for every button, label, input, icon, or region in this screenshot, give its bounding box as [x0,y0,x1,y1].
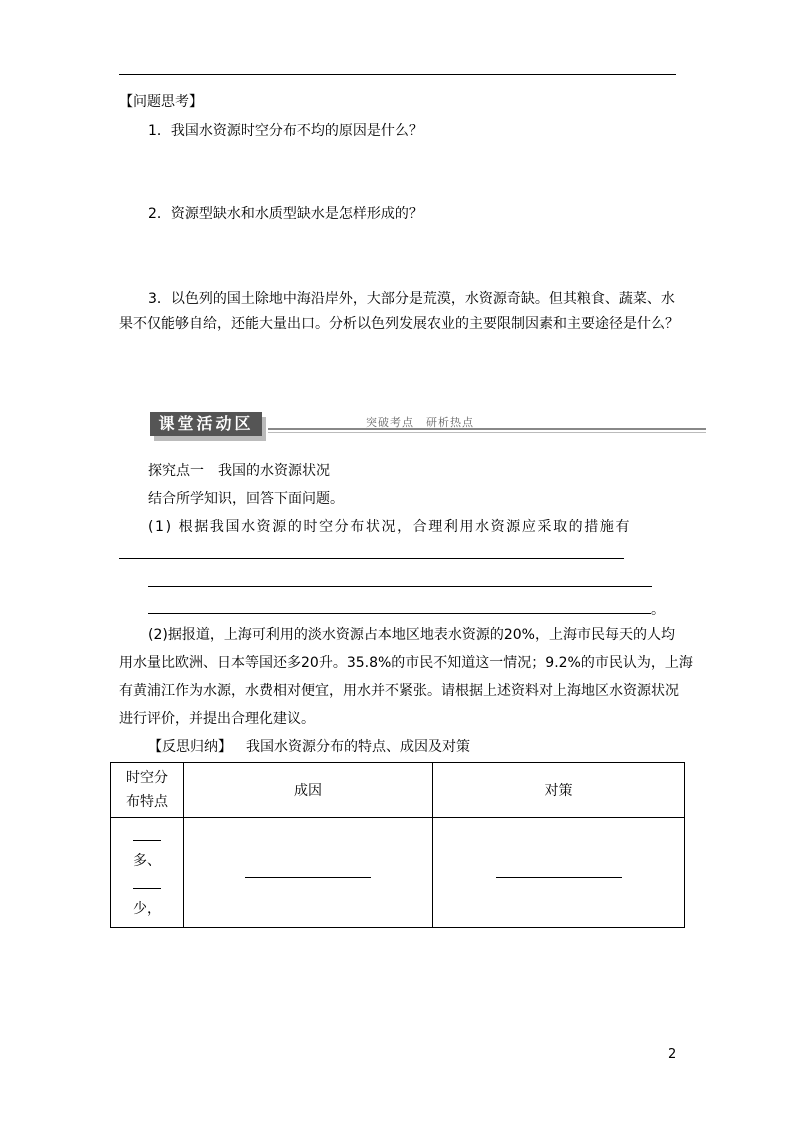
table-cell-feature-text2: 少， [133,900,161,917]
question-p2-line4: 进行评价，并提出合理化建议。 [119,711,315,727]
question-p2-line2: 用水量比欧洲、日本等国还多20升。35.8%的市民不知道这一情况；9.2%的市民认为，上海 [119,655,693,671]
banner-rule [268,428,706,430]
sentence-end-mark: 。 [651,602,665,618]
banner-subtitle: 突破考点 研析热点 [366,416,474,429]
summary-table [110,762,685,928]
table-cell-feature [111,818,184,928]
table-header-row [111,763,685,818]
table-cell-measure [433,818,685,928]
answer-blank-2[interactable] [148,586,652,587]
blank-feature-2[interactable] [133,874,161,889]
table-header-feature-line1: 时空分 [126,770,168,786]
blank-cause[interactable] [245,867,371,878]
answer-blank-1[interactable] [119,558,624,559]
question-2: 2．资源型缺水和水质型缺水是怎样形成的？ [148,206,423,222]
blank-feature-1[interactable] [133,826,161,841]
question-3-line2: 果不仅能够自给，还能大量出口。分析以色列发展农业的主要限制因素和主要途径是什么？ [119,316,679,332]
table-header-measure: 对策 [433,763,685,818]
question-p2-line3: 有黄浦江作为水源，水费相对便宜，用水并不紧张。请根据上述资料对上海地区水资源状况 [119,683,679,699]
banner-title: 课堂活动区 [150,412,262,436]
table-header-cause: 成因 [184,763,433,818]
section-title: 【问题思考】 [119,94,203,110]
question-p2-line1: (2)据报道，上海可利用的淡水资源占本地区地表水资源的20%，上海市民每天的人均 [148,627,675,643]
summary-title: 我国水资源分布的特点、成因及对策 [246,739,470,755]
table-header-feature-line2: 布特点 [126,794,168,810]
table-row [111,818,685,928]
answer-blank-3[interactable] [148,613,651,614]
header-rule [119,74,676,75]
question-1: 1．我国水资源时空分布不均的原因是什么？ [148,123,423,139]
table-cell-feature-text1: 多、 [133,852,161,869]
summary-label: 【反思归纳】 [148,739,232,755]
blank-measure[interactable] [496,867,622,878]
banner-rule-thin [268,432,706,433]
question-3-line1: 3．以色列的国土除地中海沿岸外，大部分是荒漠，水资源奇缺。但其粮食、蔬菜、水 [148,291,675,307]
explore-intro: 结合所学知识，回答下面问题。 [148,491,344,507]
table-cell-cause [184,818,433,928]
page-number: 2 [668,1047,677,1062]
question-p1: (1) 根据我国水资源的时空分布状况，合理利用水资源应采取的措施有 [148,519,632,535]
explore-heading: 探究点一 我国的水资源状况 [148,463,330,479]
table-header-feature [111,763,184,818]
